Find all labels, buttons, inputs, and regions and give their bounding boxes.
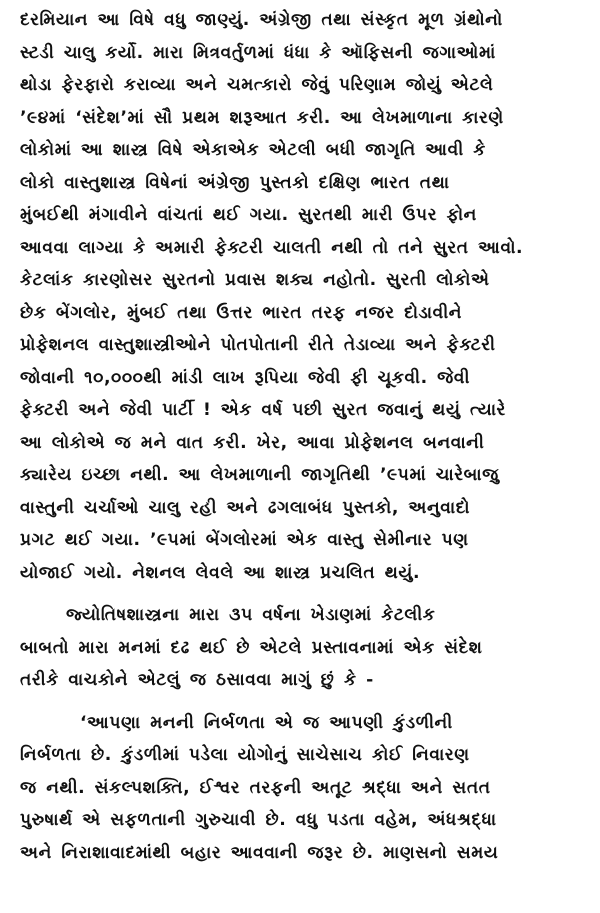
text-line: અને નિરાશાવાદમાંથી બહાર આવવાની જરૂર છે. માણસનો સમય: [20, 842, 499, 863]
text-line: સ્ટડી ચાલુ કર્યો. મારા મિત્રવર્તુળમાં ધંધા કે ઑફિસની જગાઓમાં: [20, 42, 496, 63]
text-line: છેક બેંગલોર, મુંબઈ તથા ઉત્તર ભારત તરફ નજર દોડાવીને: [20, 302, 463, 323]
text-line: લોકોમાં આ શાસ્ત્ર વિષે એકાએક એટલી બધી જાગૃતિ આવી કે: [20, 140, 486, 160]
text-line: જ્યોતિષશાસ્ત્રના મારા ૩૫ વર્ષના ખેડાણમાં કેટલીક: [66, 605, 436, 625]
paragraph-vastu-history: [20, 4, 586, 589]
text-line: મુંબઈથી મંગાવીને વાંચતાં થઈ ગયા. સુરતથી મારી ઉપર ફોન: [20, 205, 477, 225]
text-line: તરીકે વાચકોને એટલું જ ઠસાવવા માગું છું કે -: [20, 670, 374, 690]
text-line: પ્રોફેશનલ વાસ્તુશાસ્ત્રીઓને પોતપોતાની રીતે તેડાવ્યા અને ફેક્ટરી: [20, 335, 496, 355]
text-line: ફેક્ટરી અને જેવી પાર્ટી ! એક વર્ષ પછી સુરત જવાનું થયું ત્યારે: [20, 400, 506, 420]
text-line: દરમિયાન આ વિષે વધુ જાણ્યું. અંગ્રેજી તથા સંસ્કૃત મૂળ ગ્રંથોનો: [20, 10, 503, 30]
text-line: કેટલાંક કારણોસર સુરતનો પ્રવાસ શક્ય નહોતો. સુરતી લોકોએ: [20, 270, 490, 290]
text-line: પ્રગટ થઈ ગયા. ’૯૫માં બેંગલોરમાં એક વાસ્તુ સેમીનાર પણ: [20, 530, 469, 550]
text-line: લોકો વાસ્તુશાસ્ત્ર વિષેનાં અંગ્રેજી પુસ્તકો દક્ષિણ ભારત તથા: [20, 172, 450, 193]
paragraph-astrology-message: [20, 599, 586, 697]
text-line: જોવાની ૧૦,૦૦૦થી માંડી લાખ રૂપિયા જેવી ફી ચૂકવી. જેવી: [20, 367, 470, 388]
text-line: નિર્બળતા છે. કુંડળીમાં પડેલા યોગોનું સાચેસાચ કોઈ નિવારણ: [20, 745, 470, 765]
text-line: જ નથી. સંકલ્પશક્તિ, ઈશ્વર તરફની અતૂટ શ્રદ્ધા અને સતત: [20, 777, 491, 798]
text-line: બાબતો મારા મનમાં દઢ થઈ છે એટલે પ્રસ્તાવનામાં એક સંદેશ: [20, 637, 483, 658]
text-line: પુરુષાર્થ એ સફળતાની ગુરુચાવી છે. વધુ પડતા વહેમ, અંધશ્રદ્ધા: [20, 810, 497, 830]
text-line: ‘આપણા મનની નિર્બળતા એ જ આપણી કુંડળીની: [80, 712, 453, 733]
text-line: યોજાઈ ગયો. નેશનલ લેવલે આ શાસ્ત્ર પ્રચલિત થયું.: [20, 562, 420, 583]
text-line: વાસ્તુની ચર્ચાઓ ચાલુ રહી અને ઢગલાબંધ પુસ્તકો, અનુવાદો: [20, 497, 471, 518]
text-line: આવવા લાગ્યા કે અમારી ફેક્ટરી ચાલતી નથી તો તને સુરત આવો.: [20, 237, 524, 258]
text-line: આ લોકોએ જ મને વાત કરી. ખેર, આવા પ્રોફેશનલ બનવાની: [20, 432, 485, 453]
text-line: ક્યારેય ઇચ્છા નથી. આ લેખમાળાની જાગૃતિથી ’૯૫માં ચારેબાજુ: [20, 465, 499, 485]
text-line: ’૯૪માં ‘સંદેશ’માં સૌ પ્રથમ શરૂઆત કરી. આ લેખમાળાના કારણે: [20, 107, 504, 128]
paragraph-quote: [20, 707, 586, 870]
text-line: થોડા ફેરફારો કરાવ્યા અને ચમત્કારો જેવું પરિણામ જોયું એટલે: [20, 75, 494, 95]
